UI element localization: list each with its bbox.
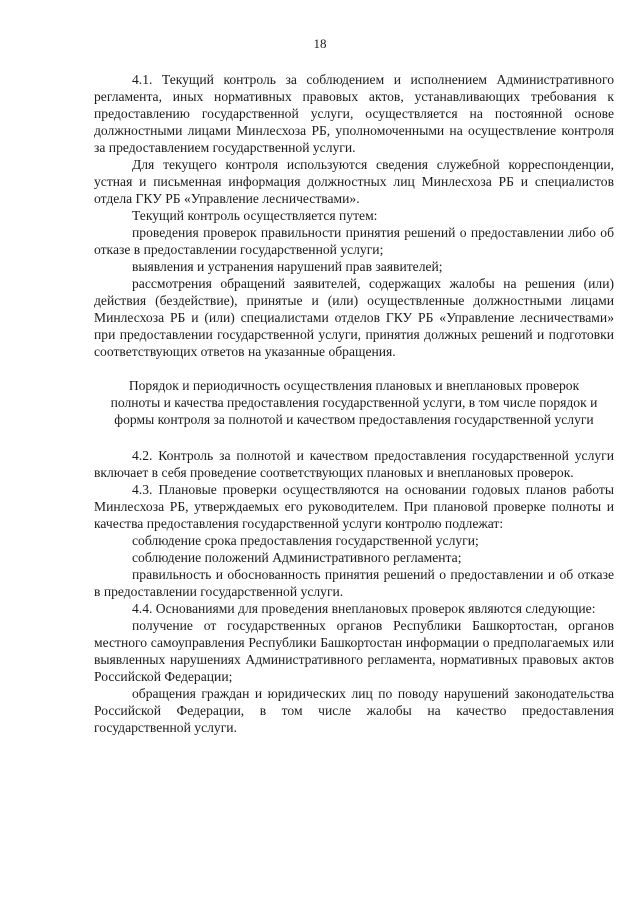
list-item-citizen-appeals: обращения граждан и юридических лиц по поводу нарушений законодательства Российской Федерации, в том числе жалобы на качество предоставления государственной услуги. [94,686,614,735]
paragraph-4-3: 4.3. Плановые проверки осуществляются на основании годовых планов работы Минлесхоза РБ, утверждаемых его руководителем. При плановой проверке полноты и качества предоставления государственной услуги контролю подлежат: [94,482,614,531]
list-item-deadline: соблюдение срока предоставления государственной услуги; [132,533,479,548]
list-item-checks: проведения проверок правильности принятия решений о предоставлении либо об отказе в предоставлении государственной услуги; [94,225,614,257]
document-body [94,71,614,736]
paragraph-control-methods: Текущий контроль осуществляется путем: [132,208,378,223]
section-heading: Порядок и периодичность осуществления плановых и внеплановых проверок полноты и качества предоставления государственной услуги, в том числе порядок и формы контроля за полнотой и качеством предоставления государственной услуги [110,378,598,427]
list-item-regulation: соблюдение положений Административного регламента; [132,550,462,565]
paragraph-4-1: 4.1. Текущий контроль за соблюдением и исполнением Административного регламента, иных нормативных правовых актов, устанавливающих требования к предоставлению государственной услуги, осуществляется на постоянной основе должностными лицами Минлесхоза РБ, уполномоченными на осуществление контроля за предоставлением государственной услуги. [94,72,614,155]
paragraph-4-2: 4.2. Контроль за полнотой и качеством предоставления государственной услуги включает в себя проведение соответствующих плановых и внеплановых проверок. [94,448,614,480]
list-item-state-info: получение от государственных органов Республики Башкортостан, органов местного самоуправления Республики Башкортостан информации о предполагаемых или выявленных нарушениях Административного регламента, нормативных правовых актов Российской Федерации; [94,618,614,684]
list-item-violations: выявления и устранения нарушений прав заявителей; [132,259,443,274]
paragraph-sources: Для текущего контроля используются сведения служебной корреспонденции, устная и письменная информация должностных лиц Минлесхоза РБ и специалистов отдела ГКУ РБ «Управление лесничествами». [94,157,614,206]
list-item-complaints: рассмотрения обращений заявителей, содержащих жалобы на решения (или) действия (бездействие), принятые и (или) осуществленные должностными лицами Минлесхоза РБ и (или) специалистами отделов ГКУ РБ «Управление лесничествами» при предоставлении государственной услуги, принятия должных решений и подготовки соответствующих ответов на указанные обращения. [94,276,614,359]
list-item-decisions: правильность и обоснованность принятия решений о предоставлении и об отказе в предоставлении государственной услуги. [94,567,614,599]
page-number: 18 [313,36,327,51]
paragraph-4-4: 4.4. Основаниями для проведения внеплановых проверок являются следующие: [132,601,596,616]
